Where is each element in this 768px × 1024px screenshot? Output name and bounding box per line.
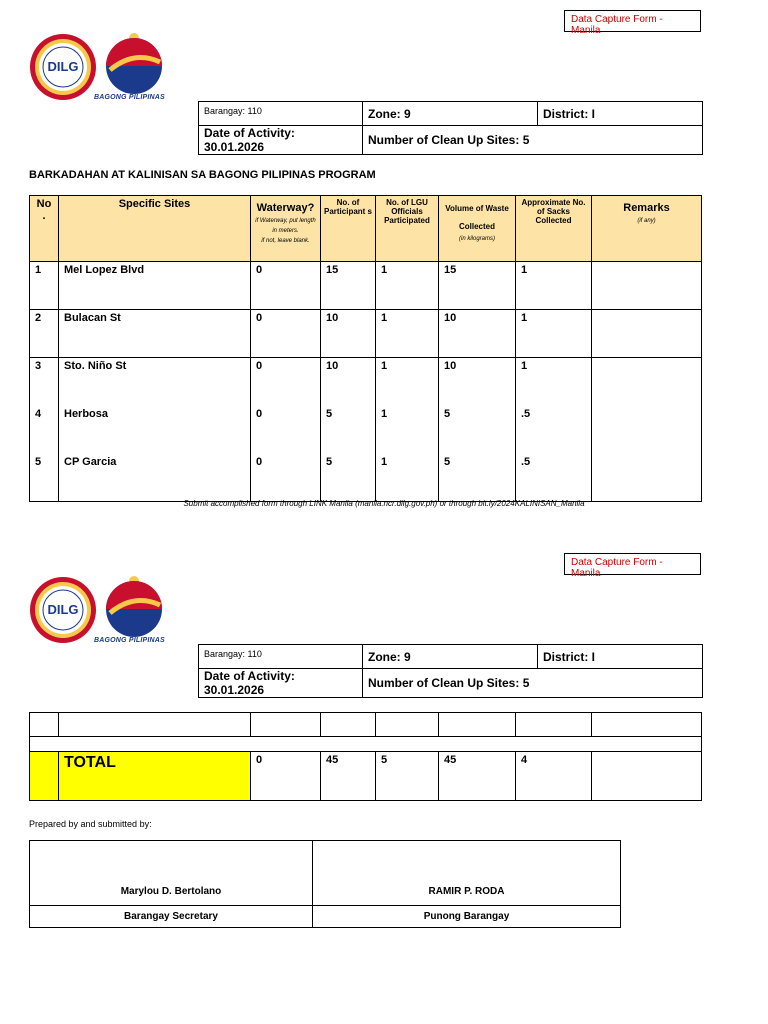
row-lgu: 1 xyxy=(376,358,439,406)
row-lgu: 1 xyxy=(376,406,439,454)
header-sites: Specific Sites xyxy=(59,196,251,262)
table-row xyxy=(30,358,702,406)
signatory-title: Punong Barangay xyxy=(313,906,621,928)
row-no: 1 xyxy=(30,262,59,310)
district-cell: District: I xyxy=(538,645,703,669)
row-participants: 10 xyxy=(321,358,376,406)
row-no: 2 xyxy=(30,310,59,358)
row-waterway: 0 xyxy=(251,262,321,310)
header-lgu: No. of LGU Officials Participated xyxy=(376,196,439,262)
row-no: 3 xyxy=(30,358,59,406)
row-sacks: .5 xyxy=(516,454,592,502)
row-sacks: 1 xyxy=(516,262,592,310)
header-participants: No. of Participant s xyxy=(321,196,376,262)
signatory-name: Marylou D. Bertolano xyxy=(30,841,313,906)
row-volume: 10 xyxy=(439,310,516,358)
sites-count-cell: Number of Clean Up Sites: 5 xyxy=(363,126,703,155)
total-volume: 45 xyxy=(439,752,516,801)
header-remarks: Remarks (if any) xyxy=(592,196,702,262)
bagong-pilipinas-logo xyxy=(94,573,172,647)
row-volume: 15 xyxy=(439,262,516,310)
signature-table xyxy=(29,840,621,928)
row-no: 4 xyxy=(30,406,59,454)
row-lgu: 1 xyxy=(376,310,439,358)
table-row xyxy=(30,406,702,454)
row-site: Sto. Niño St xyxy=(59,358,251,406)
prepared-label: Prepared by and submitted by: xyxy=(29,819,152,829)
row-volume: 5 xyxy=(439,454,516,502)
row-participants: 5 xyxy=(321,406,376,454)
row-remarks xyxy=(592,454,702,502)
sites-count-cell: Number of Clean Up Sites: 5 xyxy=(363,669,703,698)
cleanup-table xyxy=(29,195,702,502)
submit-note: Submit accomplished form through LINK Manila (manila.ncr.dilg.gov.ph) or through bit.ly/2024KALINISAN_Manila xyxy=(183,499,585,508)
row-remarks xyxy=(592,358,702,406)
table-row xyxy=(30,454,702,502)
row-waterway: 0 xyxy=(251,406,321,454)
row-participants: 5 xyxy=(321,454,376,502)
row-remarks xyxy=(592,406,702,454)
row-waterway: 0 xyxy=(251,358,321,406)
header-sacks: Approximate No. of Sacks Collected xyxy=(516,196,592,262)
barangay-cell: Barangay: 110 xyxy=(199,645,363,669)
date-cell: Date of Activity: 30.01.2026 xyxy=(199,669,363,698)
header-no: No . xyxy=(30,196,59,262)
header-volume: Volume of Waste Collected (in kilograms) xyxy=(439,196,516,262)
total-sacks: 4 xyxy=(516,752,592,801)
total-lgu: 5 xyxy=(376,752,439,801)
district-cell: District: I xyxy=(538,102,703,126)
dilg-logo-text: DILG xyxy=(47,59,79,74)
table-row xyxy=(30,310,702,358)
row-site: Bulacan St xyxy=(59,310,251,358)
bagong-pilipinas-text: BAGONG PILIPINAS xyxy=(94,637,165,644)
row-site: Herbosa xyxy=(59,406,251,454)
row-lgu: 1 xyxy=(376,262,439,310)
row-volume: 10 xyxy=(439,358,516,406)
form-label-2: Data Capture Form - Manila xyxy=(564,553,701,575)
bagong-pilipinas-logo xyxy=(94,30,172,104)
zone-cell: Zone: 9 xyxy=(363,102,538,126)
bagong-pilipinas-text: BAGONG PILIPINAS xyxy=(94,94,165,101)
dilg-logo xyxy=(29,576,97,644)
total-row xyxy=(30,752,702,801)
barangay-cell: Barangay: 110 xyxy=(199,102,363,126)
row-participants: 10 xyxy=(321,310,376,358)
header-waterway: Waterway? if Waterway, put length in meters. if not, leave blank. xyxy=(251,196,321,262)
info-table xyxy=(198,101,703,155)
row-participants: 15 xyxy=(321,262,376,310)
row-remarks xyxy=(592,262,702,310)
row-lgu: 1 xyxy=(376,454,439,502)
form-label: Data Capture Form - Manila xyxy=(564,10,701,32)
row-no: 5 xyxy=(30,454,59,502)
row-waterway: 0 xyxy=(251,454,321,502)
row-sacks: .5 xyxy=(516,406,592,454)
row-site: Mel Lopez Blvd xyxy=(59,262,251,310)
row-volume: 5 xyxy=(439,406,516,454)
total-table xyxy=(29,712,702,801)
row-waterway: 0 xyxy=(251,310,321,358)
row-sacks: 1 xyxy=(516,358,592,406)
dilg-logo-text: DILG xyxy=(47,602,79,617)
program-title: BARKADAHAN AT KALINISAN SA BAGONG PILIPINAS PROGRAM xyxy=(29,169,376,181)
row-remarks xyxy=(592,310,702,358)
table-row xyxy=(30,262,702,310)
zone-cell: Zone: 9 xyxy=(363,645,538,669)
row-site: CP Garcia xyxy=(59,454,251,502)
total-label: TOTAL xyxy=(59,752,251,801)
dilg-logo xyxy=(29,33,97,101)
date-cell: Date of Activity: 30.01.2026 xyxy=(199,126,363,155)
info-table-2 xyxy=(198,644,703,698)
total-participants: 45 xyxy=(321,752,376,801)
total-waterway: 0 xyxy=(251,752,321,801)
signatory-name: RAMIR P. RODA xyxy=(313,841,621,906)
signatory-title: Barangay Secretary xyxy=(30,906,313,928)
row-sacks: 1 xyxy=(516,310,592,358)
